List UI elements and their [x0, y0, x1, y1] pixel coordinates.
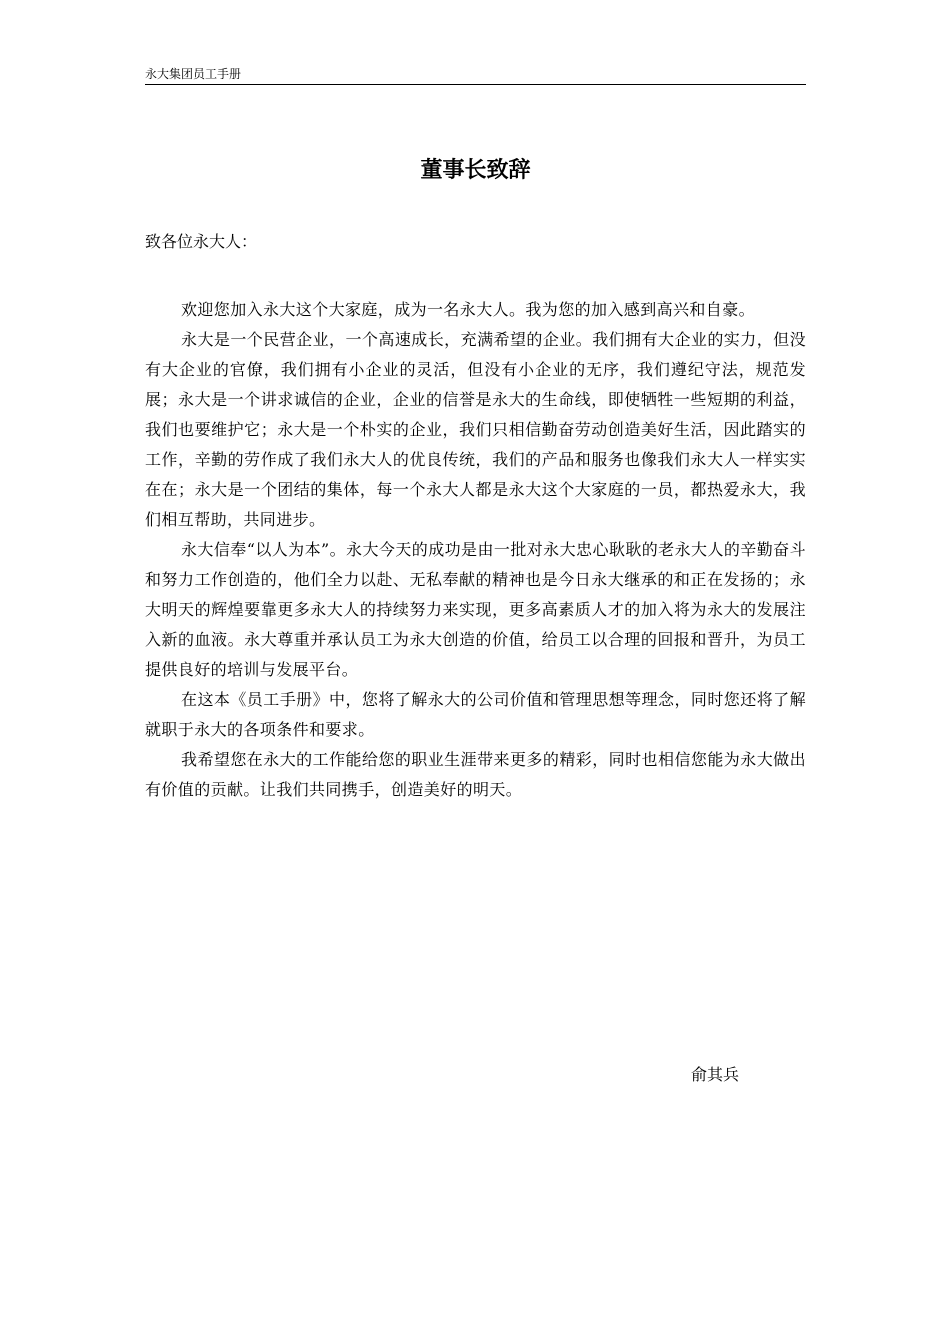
paragraph-people-first: 永大信奉“以人为本”。永大今天的成功是由一批对永大忠心耿耿的老永大人的辛勤奋斗和努力工作创造的，他们全力以赴、无私奉献的精神也是今日永大继承的和正在发扬的；永大明天的辉煌要靠更多永大人的持续努力来实现，更多高素质人才的加入将为永大的发展注入新的血液。永大尊重并承认员工为永大创造的价值，给员工以合理的回报和晋升，为员工提供良好的培训与发展平台。	[145, 540, 806, 679]
paragraph-company-profile: 永大是一个民营企业，一个高速成长，充满希望的企业。我们拥有大企业的实力，但没有大企业的官僚，我们拥有小企业的灵活，但没有小企业的无序，我们遵纪守法，规范发展；永大是一个讲求诚信的企业，企业的信誉是永大的生命线，即使牺牲一些短期的利益，我们也要维护它；永大是一个朴实的企业，我们只相信勤奋劳动创造美好生活，因此踏实的工作，辛勤的劳作成了我们永大人的优良传统，我们的产品和服务也像我们永大人一样实实在在；永大是一个团结的集体，每一个永大人都是永大这个大家庭的一员，都热爱永大，我们相互帮助，共同进步。	[145, 330, 806, 529]
salutation: 致各位永大人：	[145, 232, 258, 251]
paragraph-handbook-intro: 在这本《员工手册》中，您将了解永大的公司价值和管理思想等理念，同时您还将了解就职于永大的各项条件和要求。	[145, 690, 806, 739]
header-text: 永大集团员工手册	[145, 67, 242, 81]
signature: 俞其兵	[691, 1065, 740, 1084]
paragraph-closing: 我希望您在永大的工作能给您的职业生涯带来更多的精彩，同时也相信您能为永大做出有价值的贡献。让我们共同携手，创造美好的明天。	[145, 750, 806, 799]
paragraph-welcome: 欢迎您加入永大这个大家庭，成为一名永大人。我为您的加入感到高兴和自豪。	[181, 300, 756, 319]
page-header	[145, 66, 806, 85]
letter-body	[145, 295, 806, 805]
document-title: 董事长致辞	[420, 158, 531, 183]
